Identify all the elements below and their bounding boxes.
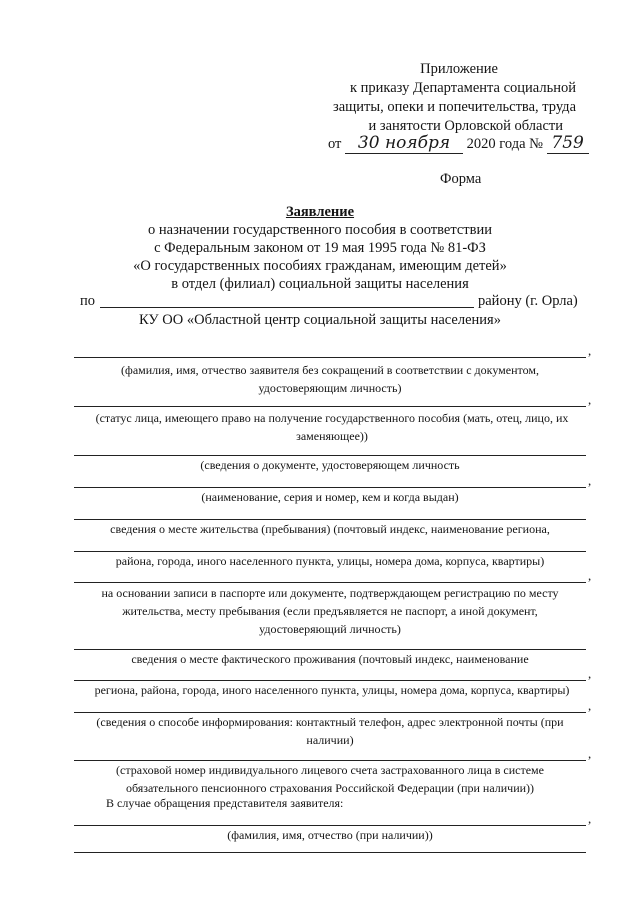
comma: , — [588, 698, 592, 713]
date-prefix: от — [328, 136, 342, 152]
applicant-status-field[interactable] — [74, 406, 586, 407]
district-prefix: по — [80, 293, 96, 309]
caption-actual-residence: сведения о месте фактического проживания (почтовый индекс, наименование — [131, 652, 529, 666]
caption-snils: (страховой номер индивидуального лицевого счета застрахованного лица в системе обязательного пенсионного страхования Российской Федерации (при наличии)) — [116, 763, 544, 795]
caption-registration-basis: на основании записи в паспорте или документе, подтверждающем регистрацию по месту жительства, месту пребывания (если предъявляется не паспорт, а иной документ, удостоверяющий личность) — [101, 586, 559, 636]
registration-basis-field[interactable] — [74, 582, 586, 583]
comma: , — [588, 392, 592, 407]
caption-residence-address: района, города, иного населенного пункта, улицы, номера дома, корпуса, квартиры) — [115, 554, 545, 568]
representative-note: В случае обращения представителя заявителя: — [106, 796, 344, 810]
comma: , — [588, 473, 592, 488]
header-region-line: и занятости Орловской области — [368, 118, 563, 134]
title-line-3: «О государственных пособиях гражданам, имеющим детей» — [133, 258, 507, 274]
header-appendix: Приложение — [420, 61, 498, 77]
comma: , — [588, 343, 592, 358]
comma: , — [588, 746, 592, 761]
comma: , — [588, 666, 592, 681]
representative-extra-field[interactable] — [74, 852, 586, 853]
caption-residence: сведения о месте жительства (пребывания) (почтовый индекс, наименование региона, — [110, 522, 550, 536]
caption-id-document-details: (наименование, серия и номер, кем и когда выдан) — [201, 490, 459, 504]
header-order-line: к приказу Департамента социальной — [349, 80, 576, 96]
header-date-line — [328, 133, 589, 154]
comma: , — [588, 568, 592, 583]
caption-applicant-name: (фамилия, имя, отчество заявителя без сокращений в соответствии с документом, удостоверяющим личность) — [121, 363, 539, 395]
caption-representative-name: (фамилия, имя, отчество (при наличии)) — [227, 828, 433, 842]
comma: , — [588, 811, 592, 826]
caption-applicant-status: (статус лица, имеющего право на получение государственного пособия (мать, отец, лицо, их заменяющее)) — [95, 411, 569, 443]
handwritten-date: 30 ноября — [345, 133, 463, 154]
title-line-6: КУ ОО «Областной центр социальной защиты населения» — [139, 312, 501, 328]
applicant-name-field[interactable] — [74, 357, 586, 358]
document-title: Заявление — [285, 204, 355, 220]
title-line-1: о назначении государственного пособия в соответствии — [148, 222, 492, 238]
date-suffix: 2020 года № — [466, 136, 543, 152]
caption-contact-info: (сведения о способе информирования: контактный телефон, адрес электронной почты (при наличии) — [96, 715, 564, 747]
header-department-line: защиты, опеки и попечительства, труда — [332, 99, 576, 115]
district-suffix: району (г. Орла) — [478, 293, 578, 309]
title-line-2: с Федеральным законом от 19 мая 1995 года № 81-ФЗ — [154, 240, 486, 256]
caption-actual-residence-address: региона, района, города, иного населенного пункта, улицы, номера дома, корпуса, квартиры) — [94, 683, 570, 697]
handwritten-number: 759 — [547, 133, 589, 154]
title-line-4: в отдел (филиал) социальной защиты населения — [171, 276, 469, 292]
form-label: Форма — [440, 171, 482, 187]
district-field[interactable] — [100, 307, 474, 308]
caption-id-document: (сведения о документе, удостоверяющем личность — [200, 458, 460, 472]
